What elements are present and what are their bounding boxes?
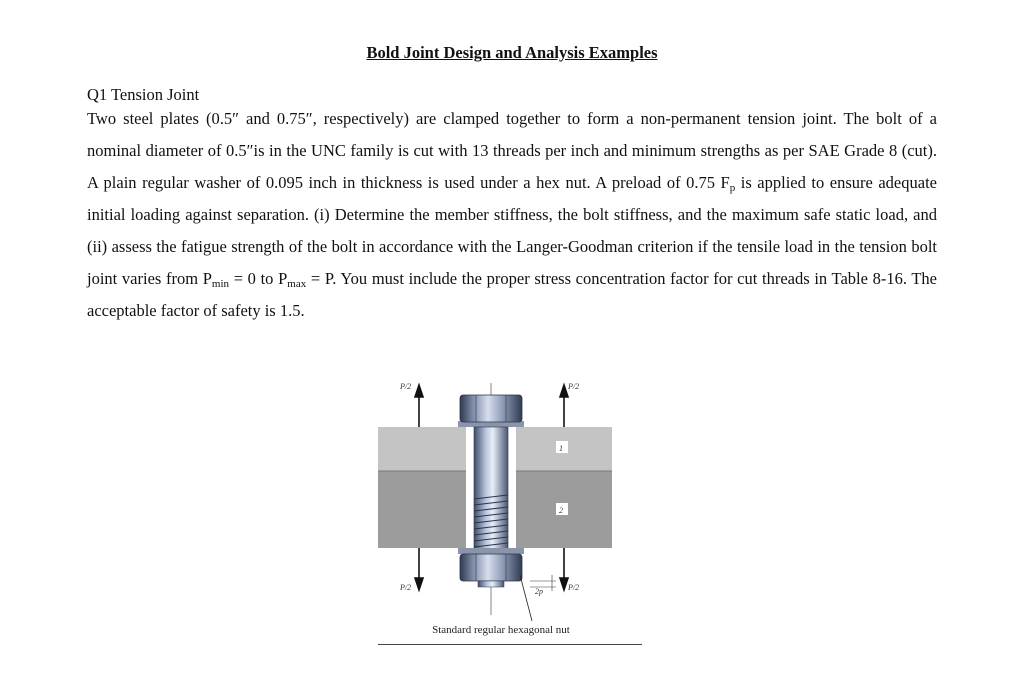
bolt-joint-figure <box>370 375 650 655</box>
subscript-max: max <box>287 278 307 290</box>
problem-statement <box>87 103 937 327</box>
subscript-min: min <box>211 278 230 290</box>
bolt-joint-diagram <box>370 375 650 625</box>
text-segment: is applied to ensure adequate initial loading against separation. (i) Determine the member stiffness, the bolt stiffness, and the maximum safe static load, and (ii) assess the fatigue strength of the bolt in accordance with the Langer-Goodman criterion if the tensile load in the tension bolt joint varies from P <box>87 173 937 288</box>
member-1-label: 1 <box>559 444 563 453</box>
load-label-top-right: P/2 <box>568 382 580 391</box>
page-title: Bold Joint Design and Analysis Examples <box>366 43 658 62</box>
subscript-p: p <box>729 182 736 194</box>
text-segment: = P. You must include the proper stress concentration factor for cut threads in Table 8-16. The acceptable factor of safety is 1.5. <box>87 269 937 320</box>
load-label-bottom-left: P/2 <box>400 583 412 592</box>
text-segment: = 0 to P <box>229 269 288 288</box>
load-label-bottom-right: P/2 <box>568 583 580 592</box>
washer-bottom <box>458 548 524 554</box>
caption-leader <box>520 575 532 621</box>
hex-nut <box>460 554 522 581</box>
text-segment: Two steel plates (0.5″ and 0.75″, respectively) are clamped together to form a non-permanent tension joint. The bolt of a nominal diameter of 0.5″is in the UNC family is cut with 13 threads per inch and minimum strengths as per SAE Grade 8 (cut). A plain regular washer of 0.095 inch in thickness is used under a hex nut. A preload of 0.75 F <box>87 109 937 192</box>
caption-underline <box>378 644 642 645</box>
load-label-top-left: P/2 <box>400 382 412 391</box>
member-2-label: 2 <box>559 506 563 515</box>
question-heading: Q1 Tension Joint <box>87 85 200 104</box>
bolt-head <box>460 395 522 422</box>
figure-caption: Standard regular hexagonal nut <box>432 624 570 636</box>
pitch-label: 2p <box>535 587 543 596</box>
